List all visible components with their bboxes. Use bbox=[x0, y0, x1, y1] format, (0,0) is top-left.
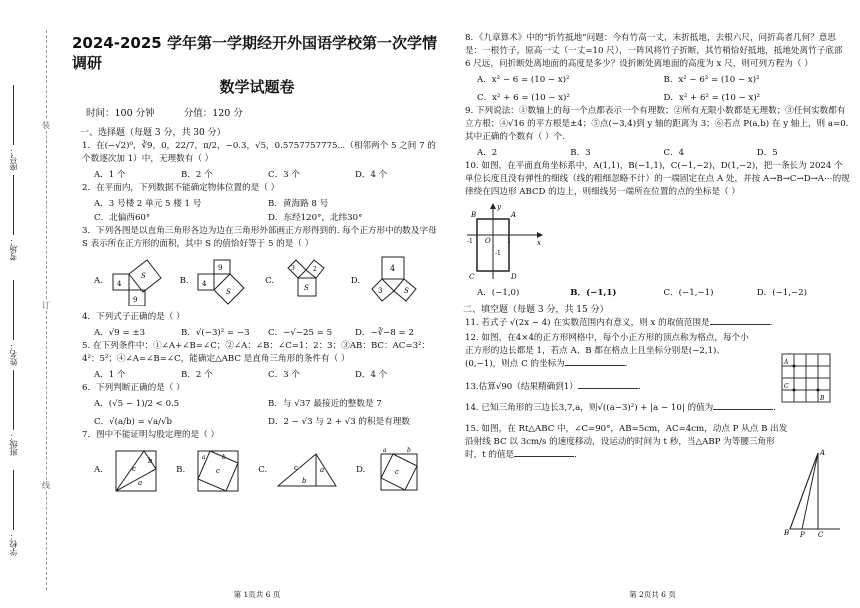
point-label: P bbox=[800, 531, 805, 537]
tick-label: 1 bbox=[507, 238, 511, 245]
option[interactable]: D．4 个 bbox=[355, 370, 388, 380]
option[interactable]: A．2 bbox=[477, 148, 498, 158]
option[interactable]: B．黄海路 8 号 bbox=[268, 199, 329, 209]
exam-meta bbox=[86, 105, 442, 119]
q15-triangle-figure bbox=[782, 447, 842, 537]
option[interactable]: A．(√5 − 1)/2 < 0.5 bbox=[94, 399, 180, 409]
option[interactable]: D．(−1,−2) bbox=[756, 288, 808, 298]
question-6-options bbox=[94, 397, 442, 427]
point-label: B bbox=[784, 529, 790, 537]
section-heading: 一、选择题（每题 3 分，共 30 分） bbox=[80, 128, 226, 138]
q12-grid-figure bbox=[780, 352, 832, 404]
option[interactable]: B．3 bbox=[570, 148, 591, 158]
figure-label[interactable]: C. bbox=[265, 276, 275, 286]
figure-label[interactable]: D. bbox=[355, 465, 366, 475]
point-label: C bbox=[469, 273, 475, 281]
axis-label: y bbox=[497, 203, 501, 211]
square-label: S bbox=[226, 288, 232, 296]
option[interactable]: D．4 个 bbox=[355, 170, 388, 180]
exam-time: 时间：100 分钟 bbox=[86, 108, 155, 119]
q3-figure-a bbox=[111, 256, 162, 306]
option[interactable]: D．−∛−8 = 2 bbox=[355, 328, 414, 338]
option[interactable]: D．5 bbox=[756, 148, 778, 158]
option[interactable]: C．3 个 bbox=[268, 170, 300, 180]
option[interactable]: C．3 个 bbox=[268, 370, 300, 380]
side-label: a bbox=[319, 466, 324, 474]
question-2: 2．在平面内，下列数据不能确定物体位置的是（ ） bbox=[82, 183, 280, 193]
question-7: 7．图中不能证明勾股定理的是（ ） bbox=[82, 430, 220, 440]
option[interactable]: B．(−1,1) bbox=[570, 288, 617, 298]
square-label: 4 bbox=[116, 280, 122, 288]
answer-blank[interactable] bbox=[578, 388, 638, 389]
option[interactable]: B．x² − 6² = (10 − x)² bbox=[663, 75, 760, 85]
square-label: S bbox=[403, 287, 409, 295]
question-4-options bbox=[94, 326, 442, 338]
seal-char: 订 bbox=[42, 301, 50, 310]
option[interactable]: C．x² + 6 = (10 − x)² bbox=[477, 93, 570, 103]
binding-strip bbox=[0, 0, 66, 608]
side-label: c bbox=[215, 467, 220, 475]
answer-blank[interactable] bbox=[713, 409, 773, 410]
tick-label: -1 bbox=[495, 250, 501, 257]
side-label: b bbox=[301, 477, 307, 485]
exam-room-field: 考场： bbox=[8, 175, 36, 261]
question-3: 3．下列各图是以直角三角形各边为边在三角形外部画正方形得到的. 每个正方形中的数及字母 S 表示所在正方形的面积，其中 S 的值恰好等于 5 的是（ ） bbox=[82, 226, 437, 249]
option[interactable]: A．(−1,0) bbox=[477, 288, 520, 298]
answer-blank[interactable] bbox=[565, 365, 625, 366]
question-1-options bbox=[94, 168, 442, 180]
question-10: 10. 如图，在平面直角坐标系中，A(1,1)，B(−1,1)，C(−1,−2)，D(1,−2)，把一条长为 2024 个单位长度且没有弹性的细线（线的粗细忽略不计）的一端固定在点 A 处，并按 A→B→C→D→A⋯的规律绕在四边形 ABCD 的边上，则细线另一端所在位置的点的坐标是（ ） bbox=[465, 161, 850, 197]
axis-label: x bbox=[537, 239, 541, 247]
question-9-options bbox=[477, 146, 850, 158]
question-8: 8．《九章算术》中的“折竹抵地”问题：今有竹高一丈，末折抵地，去根六尺，问折高者几何？意思是：一根竹子，原高一丈（一丈=10 尺），一阵风将竹子折断，其竹梢恰好抵地，抵地处离竹子底部 6 尺远，问折断处离地面的高度是多少？设折断处离地面的高度为 x 尺，则可列方程为（ ） bbox=[465, 33, 843, 69]
q7-figure-c bbox=[276, 450, 338, 490]
option[interactable]: D．2 − √3 与 2 + √3 的积是有理数 bbox=[268, 417, 410, 427]
q7-figure-a bbox=[112, 447, 159, 493]
option[interactable]: A．x² − 6 = (10 − x)² bbox=[477, 75, 570, 85]
question-10-options bbox=[477, 286, 850, 298]
q3-figure-d bbox=[368, 255, 424, 307]
question-9: 9. 下列说法：①数轴上的每一个点都表示一个有理数；②所有无限小数都是无理数；③任何实数都有立方根；④√16 的平方根是±4；⑤点(−3,4)到 y 轴的距离为 3；⑥若点 P(a,b) 在 y 轴上，则 a=0. 其中正确的个数有（ ）个. bbox=[465, 106, 849, 142]
origin-label: O bbox=[485, 237, 491, 245]
figure-label[interactable]: A. bbox=[94, 276, 103, 286]
q7-figure-d bbox=[373, 446, 424, 494]
question-7-figures bbox=[94, 446, 442, 494]
answer-blank[interactable] bbox=[710, 324, 770, 325]
question-3-figures bbox=[94, 255, 442, 307]
question-4: 4．下列式子正确的是（ ） bbox=[82, 312, 185, 322]
option[interactable]: D．x² + 6² = (10 − x)² bbox=[663, 93, 761, 103]
side-label: b bbox=[221, 454, 226, 461]
right-page bbox=[455, 0, 850, 608]
question-14: 14. 已知三角形的三边长3,7,a，则√((a−3)²) + |a − 10| 的值为 . bbox=[465, 403, 777, 413]
question-1: 1．在(−√2)⁰，∛9，0，22/7，π/2，−0.3，√5，0.5757757775⋯（相邻两个 5 之间 7 的个数逐次加 1）中，无理数有（ ） bbox=[82, 141, 436, 164]
q10-coordinate-figure bbox=[463, 201, 543, 281]
seal-char: 装 bbox=[42, 121, 50, 130]
page-footer: 第 2页共 6 页 bbox=[629, 590, 676, 599]
point-label: A bbox=[820, 449, 826, 457]
page-footer: 第 1页共 6 页 bbox=[233, 590, 281, 599]
figure-label[interactable]: D. bbox=[350, 276, 361, 286]
square-label: S bbox=[140, 272, 146, 280]
question-13: 13.估算√90（结果精确到1） . bbox=[465, 382, 641, 392]
option[interactable]: A．1 个 bbox=[94, 370, 126, 380]
point-label: B bbox=[820, 395, 825, 402]
left-page bbox=[72, 0, 442, 608]
section-heading: 二、填空题（每题 3 分，共 15 分） bbox=[463, 305, 609, 315]
seal-char: 线 bbox=[42, 481, 50, 490]
square-label: S bbox=[304, 284, 309, 292]
name-field: 姓名： bbox=[8, 280, 36, 366]
exam-subtitle: 数学试题卷 bbox=[219, 78, 295, 96]
question-15: 15. 如图，在 Rt△ABC 中，∠C=90°，AB=5cm，AC=4cm，动点 P 从点 B 出发沿射线 BC 以 3cm/s 的速度移动，设运动的时间为 t 秒，当△ABP 为等腰三角形时，t 的值是 . bbox=[465, 424, 788, 460]
side-label: c bbox=[131, 465, 136, 473]
square-label: 3 bbox=[377, 287, 383, 295]
seat-number-field: 座号： bbox=[8, 85, 36, 171]
option[interactable]: D．东经120°，北纬30° bbox=[268, 213, 363, 223]
option[interactable]: A．1 个 bbox=[94, 170, 126, 180]
side-label: c bbox=[293, 464, 298, 472]
point-label: A bbox=[511, 211, 517, 219]
side-label: b bbox=[147, 457, 152, 465]
square-label: 9 bbox=[218, 264, 223, 272]
option[interactable]: B．与 √37 最接近的整数是 7 bbox=[268, 399, 382, 409]
option[interactable]: B．2 个 bbox=[181, 370, 213, 380]
exam-score: 分值：120 分 bbox=[183, 108, 243, 119]
point-label: D bbox=[511, 273, 517, 281]
figure-label[interactable]: B. bbox=[176, 465, 186, 475]
question-2-options bbox=[94, 197, 442, 223]
question-5: 5. 在下列条件中：①∠A+∠B=∠C；②∠A：∠B：∠C=1：2：3；③AB：BC：AC=3²：4²：5²；④∠A=∠B=∠C，能确定△ABC 是直角三角形的条件有（ ） bbox=[82, 341, 431, 364]
answer-blank[interactable] bbox=[514, 456, 574, 457]
question-6: 6．下列判断正确的是（ ） bbox=[82, 383, 185, 393]
school-field: 学校： bbox=[8, 470, 36, 556]
option[interactable]: C．√(a/b) = √a/√b bbox=[94, 417, 173, 427]
question-5-options bbox=[94, 368, 442, 380]
option[interactable]: A．3 号楼 2 单元 5 楼 1 号 bbox=[94, 199, 202, 209]
question-8-options bbox=[477, 73, 850, 103]
question-11: 11. 若式子 √(2x − 4) 在实数范围内有意义，则 x 的取值范围是 . bbox=[465, 318, 773, 328]
square-label: 9 bbox=[132, 296, 138, 304]
square-label: 2 bbox=[313, 266, 317, 273]
q3-figure-c bbox=[282, 256, 333, 306]
side-label: a bbox=[383, 447, 388, 454]
option[interactable]: A．√9 = ±3 bbox=[94, 328, 146, 338]
question-12: 12. 如图，在4×4的正方形网格中，每个小正方形的顶点称为格点，每个小正方形的边长都是 1，若点 A、B 都在格点上且坐标分别是(−2,1)、(0,−1)，则点 C 的坐标为 . bbox=[465, 333, 749, 369]
side-label: c bbox=[395, 468, 400, 476]
point-label: C bbox=[818, 531, 824, 537]
figure-label[interactable]: A. bbox=[94, 465, 103, 475]
point-label: C bbox=[784, 383, 789, 390]
q3-figure-b bbox=[196, 256, 247, 306]
q7-figure-b bbox=[194, 447, 241, 493]
option[interactable]: C．4 bbox=[663, 148, 685, 158]
option[interactable]: B．2 个 bbox=[181, 170, 213, 180]
exam-title: 2024-2025 学年第一学期经开外国语学校第一次学情调研 bbox=[72, 34, 437, 72]
point-label: A bbox=[784, 359, 789, 366]
option[interactable]: B．√(−3)² = −3 bbox=[181, 328, 250, 338]
square-label: 4 bbox=[389, 264, 395, 273]
side-label: a bbox=[137, 479, 142, 487]
option[interactable]: C．−√−25 = 5 bbox=[268, 328, 333, 338]
square-label: 3 bbox=[291, 265, 295, 272]
option[interactable]: C．北偏西60° bbox=[94, 213, 151, 223]
side-label: b bbox=[407, 447, 412, 454]
class-field: 班级： bbox=[8, 370, 36, 456]
option[interactable]: C．(−1,−1) bbox=[663, 288, 714, 298]
square-label: 4 bbox=[202, 280, 207, 288]
figure-label[interactable]: C. bbox=[258, 465, 268, 475]
side-label: a bbox=[201, 454, 206, 461]
figure-label[interactable]: B. bbox=[179, 276, 189, 286]
tick-label: -1 bbox=[467, 238, 473, 245]
point-label: B bbox=[471, 211, 477, 219]
